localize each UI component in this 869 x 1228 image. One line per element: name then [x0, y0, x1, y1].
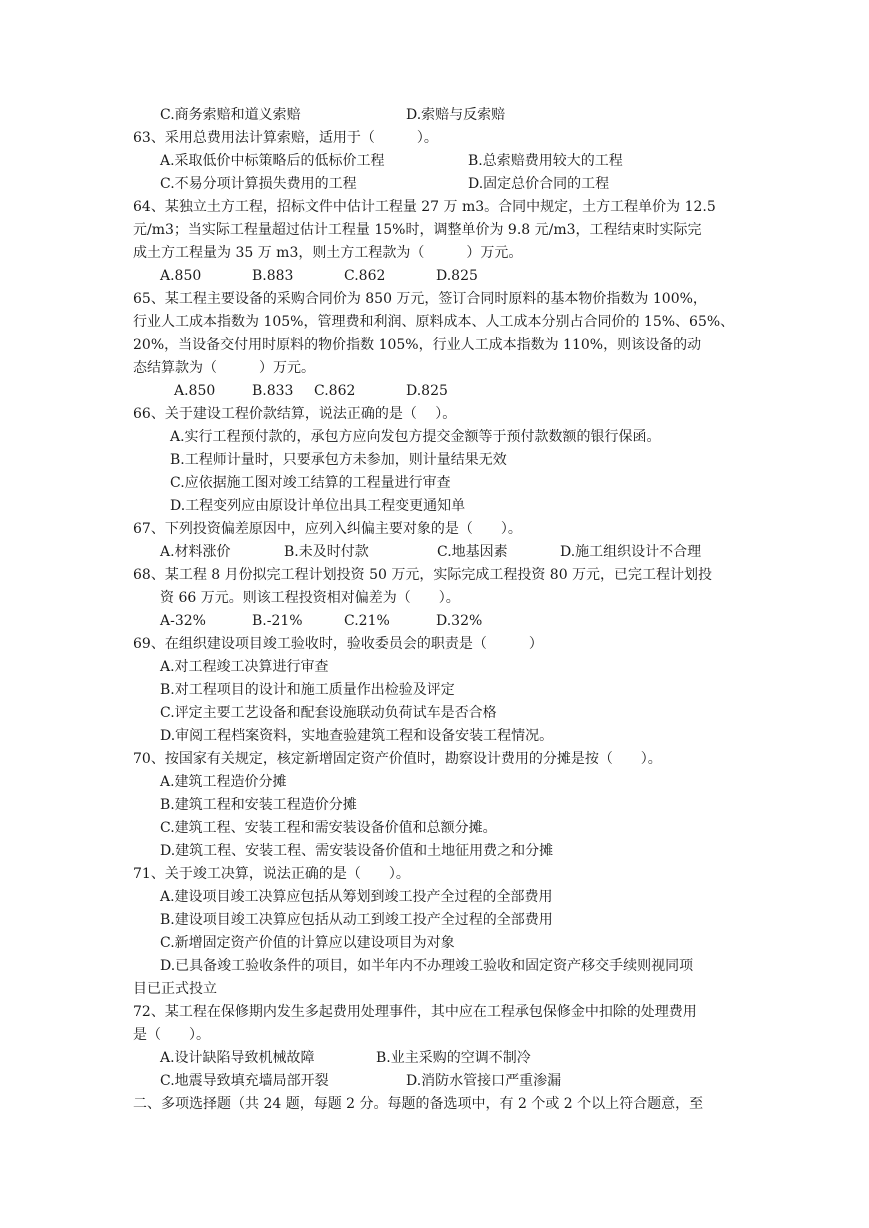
answer-option: B.业主采购的空调不制冷 [376, 1050, 531, 1066]
text-line: 72、某工程在保修期内发生多起费用处理事件，其中应在工程承包保修金中扣除的处理费用 [133, 1004, 697, 1020]
text-line: 二、多项选择题（共 24 题，每题 2 分。每题的备选项中，有 2 个或 2 个以上符合题意，至 [133, 1096, 704, 1112]
text-line: 67、下列投资偏差原因中，应列入纠偏主要对象的是（ ）。 [133, 521, 522, 537]
answer-option: D.消防水管接口严重渗漏 [406, 1073, 562, 1089]
answer-option: A.材料涨价 [160, 544, 231, 560]
text-line: 71、关于竣工决算，说法正确的是（ ）。 [133, 866, 410, 882]
text-line: 资 66 万元。则该工程投资相对偏差为（ ）。 [160, 590, 460, 606]
text-line: A.实行工程预付款的，承包方应向发包方提交金额等于预付款数额的银行保函。 [170, 429, 661, 445]
answer-option: C.862 [314, 383, 356, 399]
answer-option: C.地基因素 [437, 544, 508, 560]
text-line: 20%，当设备交付用时原料的物价指数 105%，行业人工成本指数为 110%，则该设备的动 [133, 337, 702, 353]
text-line: 行业人工成本指数为 105%，管理费和利润、原料成本、人工成本分别占合同价的 15%、65%、 [133, 314, 735, 330]
text-line: A.对工程竣工决算进行审查 [160, 659, 329, 675]
text-line: D.审阅工程档案资料，实地查验建筑工程和设备安装工程情况。 [160, 728, 554, 744]
text-line: 65、某工程主要设备的采购合同价为 850 万元，签订合同时原料的基本物价指数为 100%， [133, 291, 707, 307]
text-line: C.应依据施工图对竣工结算的工程量进行审查 [170, 475, 451, 491]
text-line: 目已正式投立 [133, 981, 217, 997]
answer-option: A.850 [160, 268, 202, 284]
text-line: B.建设项目竣工决算应包括从动工到竣工投产全过程的全部费用 [160, 912, 553, 928]
text-line: B.建筑工程和安装工程造价分摊 [160, 797, 357, 813]
text-line: 69、在组织建设项目竣工验收时，验收委员会的职责是（ ） [133, 636, 543, 652]
text-line: 64、某独立土方工程，招标文件中估计工程量 27 万 m3。合同中规定，土方工程单价为 12.5 [133, 199, 716, 215]
text-line: 63、采用总费用法计算索赔，适用于（ ）。 [133, 130, 438, 146]
answer-option: B.-21% [252, 613, 303, 629]
answer-option: D.825 [406, 383, 448, 399]
answer-option: A.采取低价中标策略后的低标价工程 [160, 153, 385, 169]
text-line: 是（ ）。 [133, 1027, 210, 1043]
answer-option: C.862 [344, 268, 386, 284]
answer-option: B.总索赔费用较大的工程 [468, 153, 623, 169]
text-line: C.评定主要工艺设备和配套设施联动负荷试车是否合格 [160, 705, 497, 721]
answer-option: C.不易分项计算损失费用的工程 [160, 176, 357, 192]
answer-option: D.32% [436, 613, 483, 629]
answer-option: B.883 [252, 268, 294, 284]
answer-option: C.地震导致填充墙局部开裂 [160, 1073, 329, 1089]
text-line: 66、关于建设工程价款结算，说法正确的是（ ）。 [133, 406, 457, 422]
answer-option: D.825 [436, 268, 478, 284]
text-line: D.建筑工程、安装工程、需安装设备价值和土地征用费之和分摊 [160, 843, 554, 859]
text-line: B.工程师计量时，只要承包方未参加，则计量结果无效 [170, 452, 507, 468]
text-line: D.工程变列应由原设计单位出具工程变更通知单 [170, 498, 466, 514]
text-line: 元/m3；当实际工程量超过估计工程量 15%时，调整单价为 9.8 元/m3，工程结束时实际完 [133, 222, 702, 238]
answer-option: D.施工组织设计不合理 [560, 544, 702, 560]
text-line: A.建设项目竣工决算应包括从筹划到竣工投产全过程的全部费用 [160, 889, 553, 905]
text-line: C.新增固定资产价值的计算应以建设项目为对象 [160, 935, 455, 951]
answer-option: B.833 [252, 383, 294, 399]
answer-option: D.索赔与反索赔 [406, 107, 506, 123]
text-line: 70、按国家有关规定，核定新增固定资产价值时，勘察设计费用的分摊是按（ ）。 [133, 751, 662, 767]
answer-option: D.固定总价合同的工程 [468, 176, 610, 192]
text-line: 68、某工程 8 月份拟完工程计划投资 50 万元，实际完成工程投资 80 万元，已完工程计划投 [133, 567, 713, 583]
text-line: D.已具备竣工验收条件的项目，如半年内不办理竣工验收和固定资产移交手续则视同项 [160, 958, 694, 974]
answer-option: C.21% [344, 613, 390, 629]
answer-option: A.设计缺陷导致机械故障 [160, 1050, 315, 1066]
text-line: B.对工程项目的设计和施工质量作出检验及评定 [160, 682, 455, 698]
answer-option: A.850 [174, 383, 216, 399]
text-line: A.建筑工程造价分摊 [160, 774, 287, 790]
answer-option: A-32% [160, 613, 206, 629]
text-line: 态结算款为（ ）万元。 [133, 360, 315, 376]
answer-option: C.商务索赔和道义索赔 [160, 107, 301, 123]
text-line: C.建筑工程、安装工程和需安装设备价值和总额分摊。 [160, 820, 497, 836]
answer-option: B.未及时付款 [284, 544, 369, 560]
text-line: 成土方工程量为 35 万 m3，则土方工程款为（ ）万元。 [133, 245, 523, 261]
